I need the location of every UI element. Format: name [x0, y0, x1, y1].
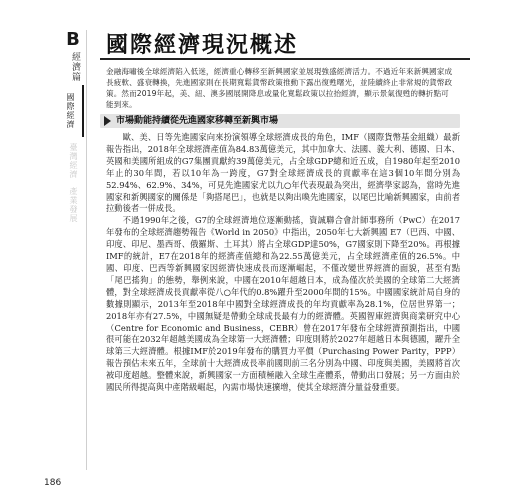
sidebar-tab-international: 國際經濟: [62, 85, 84, 137]
title-rule: [100, 58, 470, 60]
section-heading: 市場動能持續從先進國家移轉至新興市場: [116, 116, 279, 126]
chapter-letter: B: [66, 29, 80, 50]
triangle-bullet-icon: [104, 116, 111, 126]
lead-paragraph: 金融海嘯後全球經濟陷入低迷，經濟重心轉移至新興國家並展現強盛經濟活力。不過近年來新興國家成長疲軟、盛衰轉換，先進國家則在長期寬鬆貨幣政策推動下露出復甦曙光，並陸續終止非常規的貨幣政策。然而2019年起，美、紐、澳多國展開降息或量化寬鬆政策以拉抬經濟，顯示景氣復甦的轉折點可能到來。: [106, 67, 453, 109]
article-body: [106, 132, 460, 394]
page-number: 186: [44, 478, 62, 488]
sidebar-tab-industry: 產業發展: [69, 187, 78, 223]
body-paragraph: 歐、美、日等先進國家向來扮演領導全球經濟成長的角色，IMF（國際貨幣基金組織）最新報告指出，2018年全球經濟產值為84.83萬億美元，其中加拿大、法國、義大利、德國、日本、英國和美國所組成的G7集團貢獻約39萬億美元，占全球GDP總和近五成，自1980年起至2010年止的30年間，若以10年為一跨度，G7對全球經濟成長的貢獻率在這3個10年間分別為52.94%、62.9%、34%，可見先進國家尤以九○年代表現最為突出，經濟學家認為，當時先進國家和新興國家的關係是「夠搭尾巴」，也就是以夠出喚先進國家，以尾巴比喻新興國家，由前者拉動後者一併成長。: [106, 132, 460, 214]
chapter-name: 經濟篇: [70, 52, 80, 82]
sidebar-divider: [86, 30, 87, 470]
sidebar-tab-taiwan: 臺灣經濟: [69, 143, 78, 179]
body-paragraph: 不過1990年之後，G7的全球經濟地位逐漸動搖，資誠聯合會計師事務所（PwC）在2017年發布的全球經濟趨勢報告《World in 2050》中指出，2050年七大新興國 E7（巴西、中國、印度、印尼、墨西哥、俄羅斯、土耳其）將占全球GDP達50%，G7國家則下降至20%。再根據IMF的統計，E7在2018年的經濟產值總和為22.55萬億美元，占全球經濟產值的26.5%。中國、印度、巴西等新興國家因經濟快速成長而逐漸崛起，不僅改變世界經濟的面貌，甚至有點「尾巴搖狗」的態勢，舉例來說，中國在2010年超越日本，成為僅次於美國的全球第二大經濟體，對全球經濟成長貢獻率從八○年代的0.8%躍升至2000年間的15%。中國國家統計局自身的數據則顯示，2013年至2018年中國對全球經濟成長的年均貢獻率為28.1%，位居世界第一；2018年亦有27.5%，中國無疑是帶動全球成長最有力的經濟體。英國智庫經濟與商業研究中心（Centre for Economic and Business，CEBR）曾在2017年發布全球經濟預測指出，中國很可能在2032年超越美國成為全球第一大經濟體；印度則將於2027年超越日本與德國，躍升全球第三大經濟體。根據IMF於2019年發布的購買力平價（Purchasing Power Parity，PPP）報告預估未來五年，全球前十大經濟成長率前國則前三名分別為中國、印度與美國，美國將首次被印度超越。整體來說，新興國家一方面積極融入全球生產體系，帶動出口發展；另一方面由於國民所得提高與中產階級崛起，內需市場快速擴增，使其全球經濟分量益發重要。: [106, 215, 460, 393]
page-title: 國際經濟現況概述: [106, 33, 299, 58]
